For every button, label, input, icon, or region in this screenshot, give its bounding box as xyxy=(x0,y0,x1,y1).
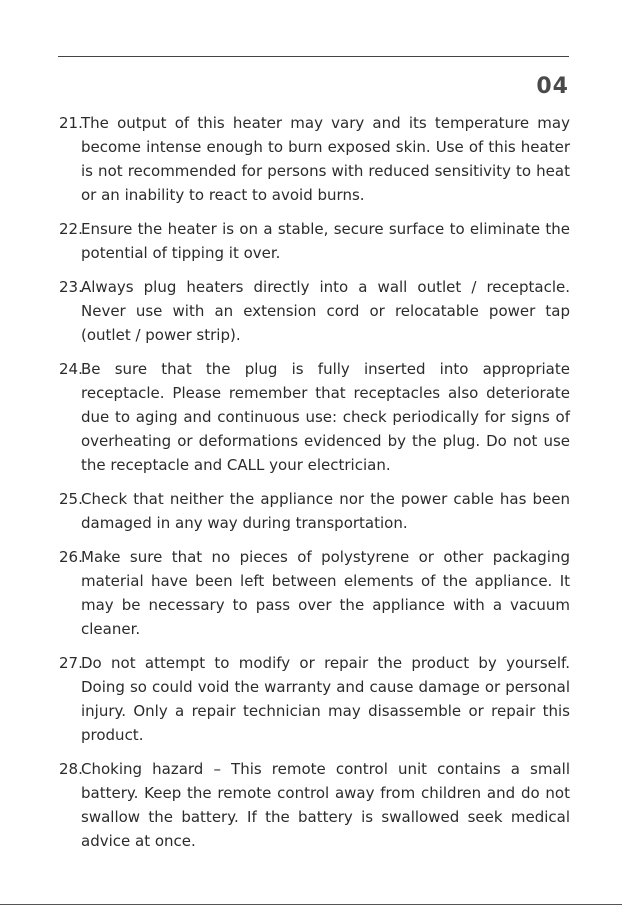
safety-instructions-list xyxy=(59,111,570,863)
list-item xyxy=(59,757,570,853)
page-number: 04 xyxy=(536,74,569,99)
item-number: 24. xyxy=(59,360,83,378)
item-number: 27. xyxy=(59,654,83,672)
footer-rule xyxy=(0,904,622,905)
item-number: 22. xyxy=(59,220,83,238)
list-item xyxy=(59,545,570,641)
list-item xyxy=(59,651,570,747)
item-text: Do not attempt to modify or repair the product by yourself. Doing so could void the warranty and cause damage or personal injury. Only a repair technician may disassemble or repair this product. xyxy=(81,654,570,744)
item-text: Always plug heaters directly into a wall outlet / receptacle. Never use with an extension cord or relocatable power tap (outlet / power strip). xyxy=(81,278,570,344)
list-item xyxy=(59,487,570,535)
item-number: 23. xyxy=(59,278,83,296)
header-rule xyxy=(58,56,569,57)
item-text: Be sure that the plug is fully inserted into appropriate receptacle. Please remember that receptacles also deteriorate due to aging and continuous use: check periodically for signs of overheating or deformations evidenced by the plug. Do not use the receptacle and CALL your electrician. xyxy=(81,360,570,474)
list-item xyxy=(59,217,570,265)
item-number: 25. xyxy=(59,490,83,508)
item-text: Choking hazard – This remote control unit contains a small battery. Keep the remote control away from children and do not swallow the battery. If the battery is swallowed seek medical advice at once. xyxy=(81,760,570,850)
item-number: 28. xyxy=(59,760,83,778)
item-text: Make sure that no pieces of polystyrene or other packaging material have been left between elements of the appliance. It may be necessary to pass over the appliance with a vacuum cleaner. xyxy=(81,548,570,638)
list-item xyxy=(59,111,570,207)
item-text: Check that neither the appliance nor the power cable has been damaged in any way during transportation. xyxy=(81,490,570,532)
list-item xyxy=(59,357,570,477)
item-number: 21. xyxy=(59,114,83,132)
item-text: Ensure the heater is on a stable, secure surface to eliminate the potential of tipping it over. xyxy=(81,220,570,262)
list-item xyxy=(59,275,570,347)
item-text: The output of this heater may vary and its temperature may become intense enough to burn exposed skin. Use of this heater is not recommended for persons with reduced sensitivity to heat or an inability to react to avoid burns. xyxy=(81,114,570,204)
item-number: 26. xyxy=(59,548,83,566)
